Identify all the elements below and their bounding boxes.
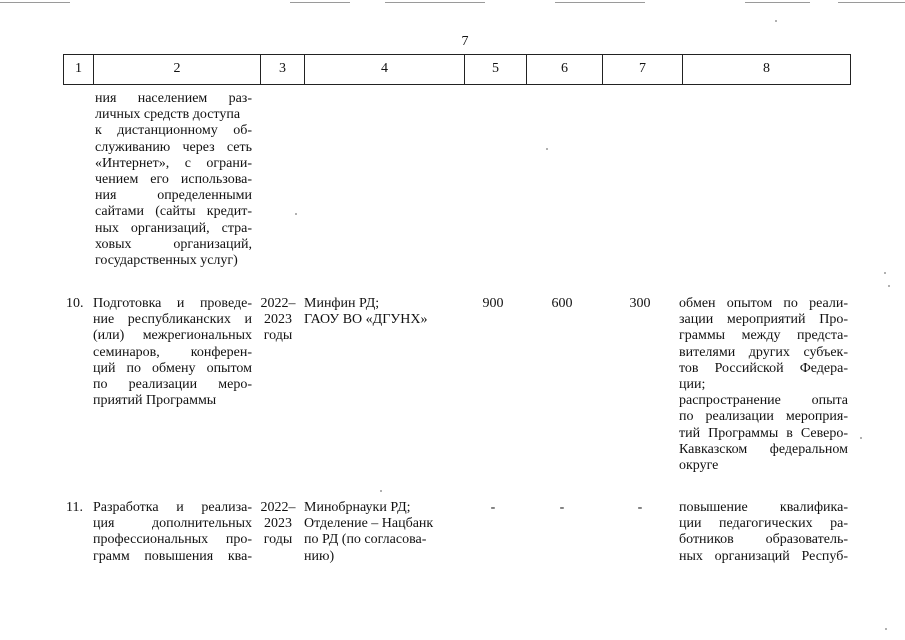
- header-cell: 8: [682, 55, 851, 84]
- header-cell: 7: [602, 55, 682, 84]
- text-line: ция дополнительных: [93, 516, 252, 532]
- text-line: зации мероприятий Про-: [679, 312, 848, 328]
- text-line: приятий Программы: [93, 393, 217, 409]
- funding-col7: 300: [629, 296, 651, 311]
- text-line: повышение квалифика-: [679, 500, 848, 515]
- text-line: граммы между предста-: [679, 328, 848, 344]
- text-line: вителями других субъек-: [679, 344, 848, 360]
- text-line: государственных услуг): [95, 253, 238, 269]
- text-line: 2022–: [260, 296, 296, 311]
- header-cell: 6: [526, 55, 602, 84]
- text-line: ховых организаций,: [95, 236, 252, 252]
- funding-col5: -: [490, 500, 496, 515]
- text-line: Кавказском федеральном: [679, 441, 848, 457]
- header-cell: 2: [93, 55, 260, 84]
- header-cell: 1: [63, 55, 93, 84]
- expected-result: [679, 296, 848, 474]
- table-header-row: [63, 54, 851, 85]
- scan-speck: [775, 20, 777, 22]
- text-line: чением его использова-: [95, 172, 252, 188]
- text-line: ния определенными: [95, 188, 252, 204]
- scan-speck: [884, 272, 886, 274]
- executors: [304, 296, 460, 328]
- text-line: тий Программы в Северо-: [679, 425, 848, 441]
- text-line: 2023: [264, 516, 292, 532]
- text-line: ных организаций Респуб-: [679, 548, 848, 564]
- text-line: по реализации меро-: [93, 377, 252, 393]
- text-line: Разработка и реализа-: [93, 500, 252, 515]
- text-line: личных средств доступа: [95, 107, 241, 123]
- text-line: обмен опытом по реали-: [679, 296, 848, 311]
- text-line: грамм повышения ква-: [93, 548, 252, 564]
- funding-col5: 900: [482, 296, 504, 311]
- scan-artifact: [745, 2, 810, 3]
- row-index: 11.: [66, 500, 83, 515]
- text-line: по РД (по согласова-: [304, 532, 427, 548]
- text-line: к дистанционному об-: [95, 123, 252, 139]
- executors: [304, 500, 460, 565]
- scan-artifact: [290, 2, 350, 3]
- text-line: ния населением раз-: [95, 91, 252, 106]
- text-line: Минфин РД;: [304, 296, 380, 311]
- text-line: профессиональных про-: [93, 532, 252, 548]
- text-line: «Интернет», с ограни-: [95, 155, 252, 171]
- text-line: семинаров, конферен-: [93, 344, 252, 360]
- funding-col6: -: [559, 500, 565, 515]
- scan-speck: [860, 437, 862, 439]
- text-line: служиванию через сеть: [95, 139, 252, 155]
- scan-artifact: [838, 2, 905, 3]
- text-line: Минобрнауки РД;: [304, 500, 411, 515]
- text-line: годы: [263, 328, 293, 344]
- text-line: Подготовка и проведе-: [93, 296, 252, 311]
- text-line: ГАОУ ВО «ДГУНХ»: [304, 312, 428, 328]
- text-line: ботников образователь-: [679, 532, 848, 548]
- text-line: 2023: [264, 312, 292, 328]
- years: [258, 500, 298, 549]
- text-line: ции;: [679, 377, 706, 393]
- measure-name: [93, 500, 252, 565]
- header-cell: 3: [260, 55, 304, 84]
- scan-artifact: [0, 2, 70, 3]
- page-number: 7: [461, 34, 469, 49]
- text-line: ных организаций, стра-: [95, 220, 252, 236]
- scan-speck: [380, 490, 382, 492]
- header-cell: 5: [464, 55, 526, 84]
- text-line: округе: [679, 458, 719, 474]
- expected-result: [679, 500, 848, 565]
- scan-artifact: [385, 2, 485, 3]
- continuation-text: [95, 91, 252, 269]
- text-line: 2022–: [260, 500, 296, 515]
- measure-name: [93, 296, 252, 409]
- funding-col6: 600: [551, 296, 573, 311]
- years: [258, 296, 298, 345]
- row-index: 10.: [66, 296, 84, 311]
- text-line: ции педагогических ра-: [679, 516, 848, 532]
- text-line: ций по обмену опытом: [93, 360, 252, 376]
- scan-artifact: [555, 2, 645, 3]
- scan-speck: [885, 628, 887, 630]
- scan-speck: [295, 213, 297, 215]
- text-line: (или) межрегиональных: [93, 328, 252, 344]
- header-cell: 4: [304, 55, 464, 84]
- text-line: тов Российской Федера-: [679, 360, 848, 376]
- funding-col7: -: [637, 500, 643, 515]
- text-line: нию): [304, 548, 335, 564]
- text-line: по реализации мероприя-: [679, 409, 848, 425]
- text-line: годы: [263, 532, 293, 548]
- scan-speck: [546, 148, 548, 150]
- text-line: сайтами (сайты кредит-: [95, 204, 252, 220]
- text-line: Отделение – Нацбанк: [304, 516, 434, 532]
- text-line: распространение опыта: [679, 393, 848, 409]
- text-line: ние республиканских и: [93, 312, 252, 328]
- scan-speck: [888, 285, 890, 287]
